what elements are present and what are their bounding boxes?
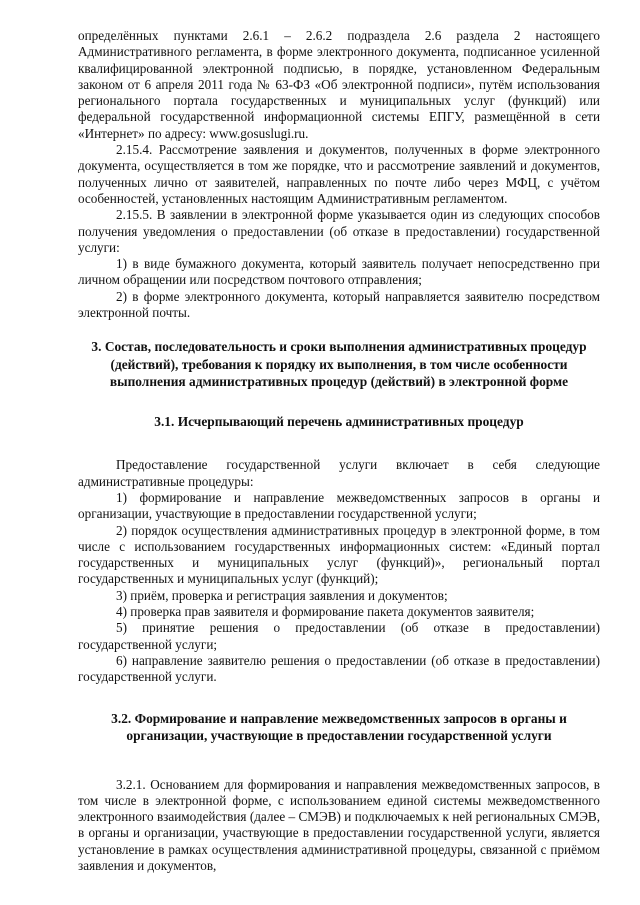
list-item-procedure-3: 3) приём, проверка и регистрация заявления и документов; — [116, 587, 448, 603]
list-item-procedure-6: 6) направление заявителю решения о предоставлении (об отказе в предоставлении) государственной услуги. — [78, 652, 600, 685]
document-body — [78, 28, 600, 874]
list-item-paper-document: 1) в виде бумажного документа, который заявитель получает непосредственно при личном обращении или посредством почтового отправления; — [78, 256, 600, 288]
list-item-procedure-2: 2) порядок осуществления административных процедур в электронной форме, в том числе с использованием государственных информационных систем: «Единый портал государственных и муниципальных услуг (функций)», региональный портал государственных и муниципальных услуг (функций); — [78, 522, 600, 587]
paragraph-section-3-1-intro: Предоставление государственной услуги включает в себя следующие административные процедуры: — [78, 457, 600, 489]
list-item-procedure-4: 4) проверка прав заявителя и формирование пакета документов заявителя; — [116, 604, 535, 620]
list-item-electronic-document: 2) в форме электронного документа, который направляется заявителю посредством электронной почты. — [78, 288, 600, 321]
section-3-heading: 3. Состав, последовательность и сроки выполнения административных процедур (действий), требования к порядку их выполнения, в том числе особенности выполнения административных процедур (действий) в электронной форме — [91, 339, 587, 390]
list-item-procedure-1: 1) формирование и направление межведомственных запросов в органы и организации, участвующие в предоставлении государственной услуги; — [78, 489, 600, 522]
paragraph-2-15-4: 2.15.4. Рассмотрение заявления и документов, полученных в форме электронного документа, осуществляется в том же порядке, что и рассмотрение заявлений и документов, полученных лично от заявителей, направленных по почте либо через МФЦ, с учётом особенностей, установленных настоящим Административным регламентом. — [78, 142, 600, 206]
list-item-procedure-5: 5) принятие решения о предоставлении (об отказе в предоставлении) государственной услуги; — [78, 620, 600, 652]
section-3-2-heading: 3.2. Формирование и направление межведомственных запросов в органы и организации, участвующие в предоставлении государственной услуги — [111, 710, 567, 743]
paragraph-continuation: определённых пунктами 2.6.1 – 2.6.2 подраздела 2.6 раздела 2 настоящего Административного регламента, в форме электронного документа, подписанное усиленной квалифицированной электронной подписью, в порядке, установленном Федеральным законом от 6 апреля 2011 года № 63-ФЗ «Об электронной подписи», путём использования регионального портала государственных и муниципальных услуг (функций) или федеральной государственной информационной системы ЕПГУ, размещённой в сети «Интернет» по адресу: www.gosuslugi.ru. — [78, 28, 600, 141]
paragraph-3-2-1: 3.2.1. Основанием для формирования и направления межведомственных запросов, в том числе в электронной форме, с использованием единой системы межведомственного электронного взаимодействия (далее – СМЭВ) и подключаемых к ней региональных СМЭВ, в органы и организации, участвующие в предоставлении государственной услуги, является установление в рамках осуществления административной процедуры, связанной с приёмом заявления и документов, — [78, 776, 600, 873]
paragraph-2-15-5: 2.15.5. В заявлении в электронной форме указывается один из следующих способов получения уведомления о предоставлении (об отказе в предоставлении) государственной услуги: — [78, 207, 600, 255]
section-3-1-heading: 3.1. Исчерпывающий перечень административных процедур — [154, 413, 524, 429]
